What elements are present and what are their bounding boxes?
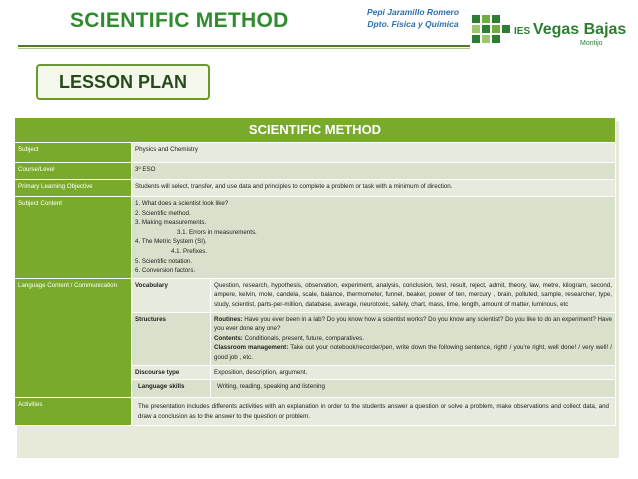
lesson-plan-label: LESSON PLAN (36, 64, 210, 100)
classroom-value: Take out your notebook/recorder/pen, write down the following sentence, right! / you're right, well done! / very well! / good job , etc. (214, 344, 612, 361)
contents-label: Contents: (214, 334, 243, 342)
vocabulary-label: Vocabulary (132, 278, 211, 312)
level-label: Course/Level (15, 163, 132, 180)
language-label: Language Content / Communication (15, 278, 132, 397)
content-label: Subject Content (15, 197, 132, 279)
objective-label: Primary Learning Objective (15, 180, 132, 197)
school-logo-icon (471, 14, 511, 47)
routines-label: Routines: (214, 315, 243, 323)
objective-value: Students will select, transfer, and use data and principles to complete a problem or task with a minimum of direction. (132, 180, 616, 197)
discourse-label: Discourse type (132, 365, 211, 380)
lesson-plan-table (14, 117, 616, 426)
brand-name: Vegas Bajas (532, 21, 627, 38)
structures-label: Structures (132, 312, 211, 365)
list-item: 2. Scientific method. (135, 209, 191, 217)
level-value: 3º ESO (132, 163, 616, 180)
table-row (15, 278, 616, 312)
vocabulary-value: Question, research, hypothesis, observation, experiment, analysis, conclusion, test, result, reject, admit, theory, law, metre, kilogram, second, ampere, kelvin, mole, candela, scale, balance, thermometer, funnel, beaker, power of ten, mercury , brain, polluted, sample, researcher, type, study, scientist, parts-per-million, database, average, neurotoxic, safely, chart, mass, time, length, amount of matter, luminous, etc (211, 278, 616, 312)
header-divider-light (18, 48, 470, 49)
author-block (363, 6, 463, 30)
table-row (15, 143, 616, 163)
list-item: 6. Conversion factors. (135, 267, 196, 275)
table-row (15, 163, 616, 180)
brand-prefix: IES (514, 26, 531, 37)
brand-town: Montijo (580, 40, 603, 47)
subject-label: Subject (15, 143, 132, 163)
discourse-value: Exposition, description, argument. (211, 365, 616, 380)
table-heading: SCIENTIFIC METHOD (15, 118, 616, 143)
list-item: 5. Scientific notation. (135, 257, 193, 265)
activities-label: Activities (15, 398, 132, 426)
list-item: 4.1. Prefixes. (171, 247, 208, 255)
table-row (15, 398, 616, 426)
department: Dpto. Física y Química (367, 19, 459, 29)
content-list (132, 197, 616, 279)
activities-value: The presentation includes differents activities with an explanation in order to the students answer a question or solve a problem, make observations and collect data, and draw a conclusion as to the answer to the question or problem. (132, 398, 616, 426)
skills-label: Language skills (132, 380, 211, 398)
list-item: 3. Making measurements. (135, 219, 207, 227)
contents-value: Conditionals, present, future, comparatives. (244, 334, 364, 342)
routines-value: Have you ever been in a lab? Do you know how a scientist works? Do you know any scientist? Do you like to do an experiment? Have you ever done any one? (214, 315, 612, 333)
school-brand (514, 21, 626, 39)
list-item: 4. The Metric System (SI). (135, 238, 207, 246)
page-title: SCIENTIFIC METHOD (70, 9, 289, 32)
author-name: Pepi Jaramillo Romero (366, 7, 460, 17)
table-heading-row (15, 118, 616, 143)
table-row (15, 197, 616, 279)
subject-value: Physics and Chemistry (132, 143, 616, 163)
structures-value (211, 312, 616, 365)
list-item: 3.1. Errors in measurements. (177, 228, 257, 236)
skills-value: Writing, reading, speaking and listening (211, 380, 616, 398)
list-item: 1. What does a scientist look like? (135, 200, 229, 207)
classroom-label: Classroom management: (214, 344, 289, 352)
table-row (15, 180, 616, 197)
header-divider (18, 45, 470, 47)
